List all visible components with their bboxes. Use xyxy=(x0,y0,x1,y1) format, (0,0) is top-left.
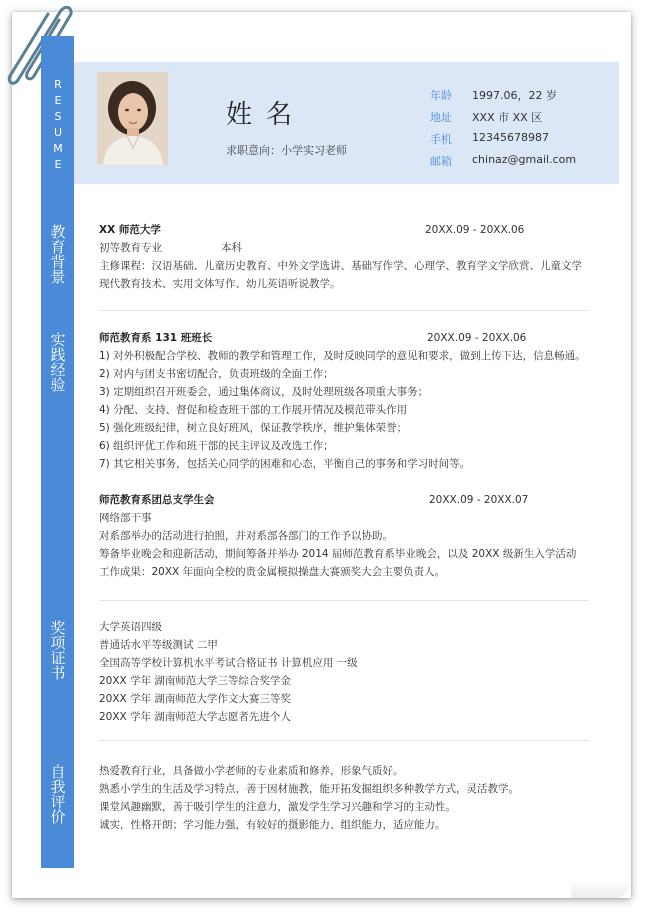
job1-item: 6) 组织评优工作和班干部的民主评议及改选工作； xyxy=(99,440,334,452)
job1-item: 2) 对内与团支书密切配合，负责班级的全面工作； xyxy=(99,368,334,380)
award-item: 20XX 学年 湖南师范大学三等综合奖学金 xyxy=(99,675,291,687)
self-eval-label xyxy=(41,764,74,824)
education-date: 20XX.09 - 20XX.06 xyxy=(425,224,525,236)
self-eval-text: 自我评价 xyxy=(48,764,67,824)
self-eval-item: 诚实，性格开朗；学习能力强，有较好的摄影能力、组织能力，适应能力。 xyxy=(99,819,446,831)
job-intent: 求职意向：小学实习老师 xyxy=(226,144,347,157)
education-degree: 本科 xyxy=(221,242,242,254)
info-address-key: 地址 xyxy=(430,111,452,124)
job2-item: 工作成果：20XX 年面向全校的贵金属模拟操盘大赛颁奖大会主要负责人。 xyxy=(99,566,446,578)
job2-item: 对系部举办的活动进行拍照，并对系部各部门的工作予以协助。 xyxy=(99,530,393,542)
award-item: 20XX 学年 湖南师范大学志愿者先进个人 xyxy=(99,711,291,723)
education-courses-line2: 现代教育技术、实用文体写作、幼儿英语听说教学。 xyxy=(99,278,341,290)
self-eval-item: 熟悉小学生的生活及学习特点，善于因材施教，能开拓发掘组织多种教学方式，灵活教学。 xyxy=(99,783,519,795)
job1-item: 7) 其它相关事务，包括关心同学的困难和心态，平衡自己的事务和学习时间等。 xyxy=(99,458,471,470)
education-major: 初等教育专业 xyxy=(99,242,162,254)
awards-label xyxy=(41,620,74,680)
awards-text: 奖项证书 xyxy=(48,620,67,680)
job2-title: 师范教育系团总支学生会 xyxy=(99,494,215,506)
self-eval-item: 热爱教育行业，具备做小学老师的专业素质和修养，形象气质好。 xyxy=(99,765,404,777)
info-address-value: XXX 市 XX 区 xyxy=(472,111,543,124)
info-age-value: 1997.06，22 岁 xyxy=(472,89,557,102)
job1-title: 师范教育系 131 班班长 xyxy=(99,332,213,344)
self-eval-section xyxy=(99,764,589,839)
award-item: 20XX 学年 湖南师范大学作文大赛三等奖 xyxy=(99,693,291,705)
job1-item: 5) 强化班级纪律，树立良好班风，保证教学秩序，维护集体荣誉； xyxy=(99,422,408,434)
divider xyxy=(99,600,589,601)
avatar xyxy=(97,72,168,165)
job1-item: 4) 分配、支持、督促和检查班干部的工作展开情况及模范带头作用 xyxy=(99,404,408,416)
info-phone-value: 12345678987 xyxy=(472,131,549,144)
job1-item: 1) 对外积极配合学校、教师的教学和管理工作，及时反映同学的意见和要求，做到上传下达，信息畅通。 xyxy=(99,350,586,362)
job2-date: 20XX.09 - 20XX.07 xyxy=(429,494,529,506)
job2-item: 筹备毕业晚会和迎新活动，期间筹备并举办 2014 届师范教育系毕业晚会，以及 20XX 级新生入学活动 xyxy=(99,548,577,560)
divider xyxy=(99,310,589,311)
practice-text: 实践经验 xyxy=(48,332,67,392)
award-item: 大学英语四级 xyxy=(99,621,162,633)
education-label xyxy=(41,224,74,284)
resume-label xyxy=(41,78,74,174)
job2-item: 网络部干事 xyxy=(99,512,152,524)
resume-text: RESUME xyxy=(51,78,65,174)
candidate-name: 姓名 xyxy=(226,100,307,130)
sidebar xyxy=(41,36,74,868)
info-phone-key: 手机 xyxy=(430,133,452,146)
practice-job1 xyxy=(99,331,589,476)
education-school: XX 师范大学 xyxy=(99,224,161,236)
education-section xyxy=(99,223,589,303)
divider xyxy=(99,740,589,741)
header xyxy=(74,62,619,184)
info-email-value: chinaz@gmail.com xyxy=(472,153,577,166)
practice-label xyxy=(41,332,74,392)
job1-item: 3) 定期组织召开班委会，通过集体商议，及时处理班级各项重大事务； xyxy=(99,386,429,398)
education-text: 教育背景 xyxy=(48,224,67,284)
info-email-key: 邮箱 xyxy=(430,155,452,168)
awards-section xyxy=(99,620,589,730)
page-curl xyxy=(571,880,631,898)
portrait-image xyxy=(97,72,168,165)
education-courses-line1: 主修课程：汉语基础、儿童历史教育、中外文学选讲、基础写作学、心理学、教育学文学欣赏、儿童文学 xyxy=(99,260,582,272)
info-age-key: 年龄 xyxy=(430,89,452,102)
self-eval-item: 课堂风趣幽默，善于吸引学生的注意力，激发学生学习兴趣和学习的主动性。 xyxy=(99,801,456,813)
award-item: 普通话水平等级测试 二甲 xyxy=(99,639,218,651)
job1-date: 20XX.09 - 20XX.06 xyxy=(427,332,527,344)
award-item: 全国高等学校计算机水平考试合格证书 计算机应用 一级 xyxy=(99,657,358,669)
practice-job2 xyxy=(99,493,589,583)
